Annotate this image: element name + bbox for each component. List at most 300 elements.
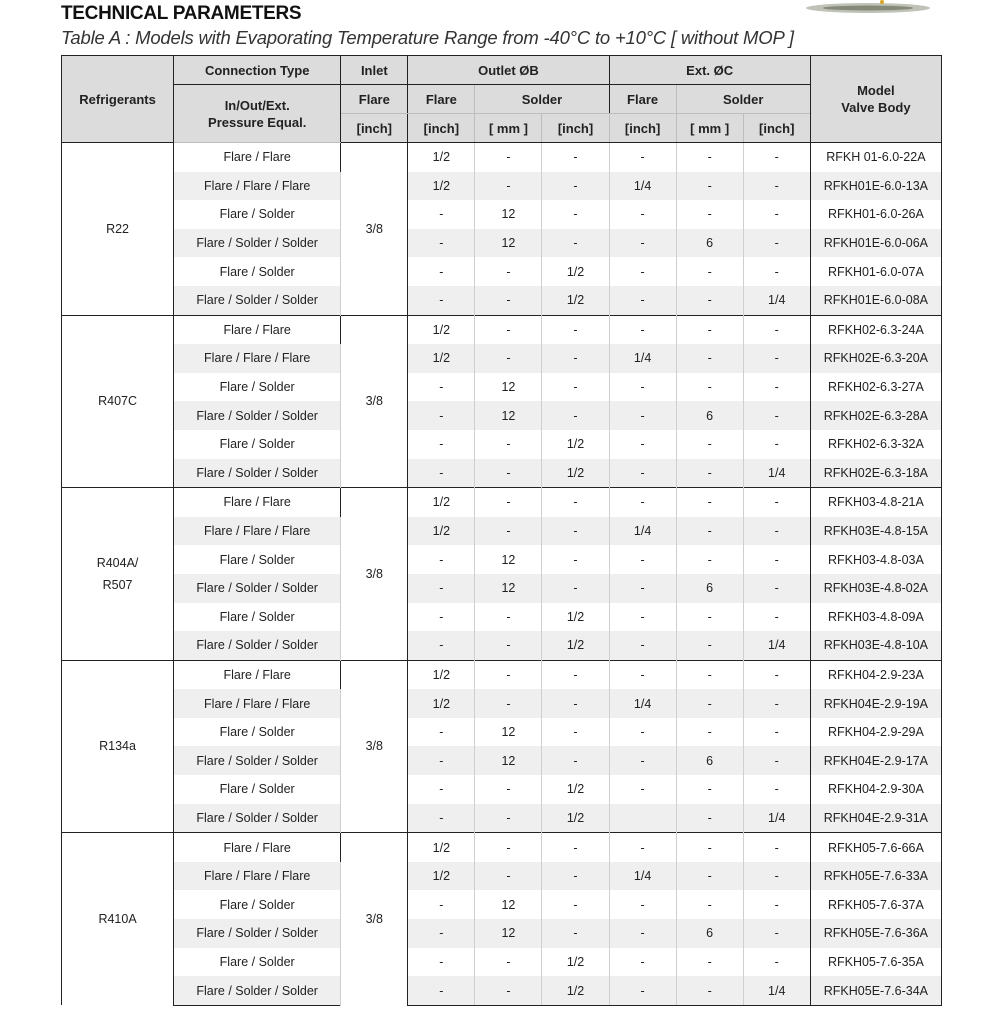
out-flare-cell: 1/2 [408,315,475,344]
inlet-cell: 3/8 [341,315,408,488]
inlet-cell: 3/8 [341,660,408,833]
connection-type-cell: Flare / Solder [174,257,341,286]
ext-inch-cell: - [743,862,810,891]
header-outlet: Outlet ØB [408,56,609,85]
table-row [62,890,942,919]
model-cell: RFKH05E-7.6-33A [810,862,941,891]
ext-inch-cell: - [743,143,810,172]
ext-inch-cell: - [743,545,810,574]
ext-inch-cell: - [743,775,810,804]
model-cell: RFKH01E-6.0-06A [810,229,941,258]
ext-flare-cell: - [609,890,676,919]
header-outlet-solder-mm: [ mm ] [475,114,542,143]
connection-type-cell: Flare / Solder [174,545,341,574]
header-refrigerants: Refrigerants [62,56,174,143]
table-row [62,804,942,833]
out-mm-cell: - [475,517,542,546]
out-flare-cell: - [408,430,475,459]
out-flare-cell: 1/2 [408,660,475,689]
inlet-cell: 3/8 [341,488,408,661]
table-row [62,229,942,258]
ext-inch-cell: - [743,660,810,689]
model-cell: RFKH03E-4.8-15A [810,517,941,546]
ext-mm-cell: - [676,488,743,517]
model-cell: RFKH03-4.8-03A [810,545,941,574]
ext-mm-cell: 6 [676,746,743,775]
ext-mm-cell: - [676,833,743,862]
model-cell: RFKH02E-6.3-20A [810,344,941,373]
model-cell: RFKH04E-2.9-17A [810,746,941,775]
ext-flare-cell: - [609,430,676,459]
ext-mm-cell: - [676,603,743,632]
header-ext: Ext. ØC [609,56,810,85]
ext-inch-cell: - [743,746,810,775]
ext-inch-cell: - [743,257,810,286]
connection-type-cell: Flare / Flare [174,660,341,689]
out-inch-cell: - [542,862,609,891]
refrigerant-cell: R410A [62,833,174,1006]
out-mm-cell: - [475,430,542,459]
ext-inch-cell: 1/4 [743,976,810,1005]
ext-mm-cell: 6 [676,229,743,258]
table-row [62,200,942,229]
ext-flare-cell: 1/4 [609,689,676,718]
ext-flare-cell: - [609,833,676,862]
table-row [62,775,942,804]
model-cell: RFKH04-2.9-29A [810,718,941,747]
model-cell: RFKH01-6.0-07A [810,257,941,286]
ext-flare-cell: - [609,373,676,402]
inlet-cell: 3/8 [341,833,408,1006]
out-inch-cell: - [542,200,609,229]
model-cell: RFKH02E-6.3-28A [810,401,941,430]
out-mm-cell: 12 [475,373,542,402]
ext-flare-cell: - [609,315,676,344]
ext-mm-cell: - [676,718,743,747]
refrigerant-cell: R404A/ R507 [62,488,174,661]
out-inch-cell: - [542,890,609,919]
out-flare-cell: - [408,545,475,574]
out-mm-cell: - [475,172,542,201]
ext-flare-cell: - [609,746,676,775]
ext-mm-cell: - [676,459,743,488]
header-ext-solder-inch: [inch] [743,114,810,143]
table-row [62,143,942,172]
table-row [62,833,942,862]
table-row [62,919,942,948]
out-mm-cell: - [475,689,542,718]
ext-inch-cell: - [743,948,810,977]
model-cell: RFKH05-7.6-35A [810,948,941,977]
out-mm-cell: 12 [475,890,542,919]
table-row [62,373,942,402]
ext-mm-cell: - [676,517,743,546]
table-row [62,603,942,632]
ext-mm-cell: - [676,976,743,1005]
connection-type-cell: Flare / Flare [174,143,341,172]
technical-parameters-table [61,55,942,1006]
ext-flare-cell: - [609,143,676,172]
ext-mm-cell: - [676,200,743,229]
out-inch-cell: - [542,315,609,344]
table-row [62,257,942,286]
ext-mm-cell: - [676,315,743,344]
model-cell: RFKH03E-4.8-02A [810,574,941,603]
ext-flare-cell: 1/4 [609,344,676,373]
out-mm-cell: - [475,833,542,862]
connection-type-cell: Flare / Flare [174,833,341,862]
header-model: Model Valve Body [810,56,941,143]
ext-inch-cell: - [743,517,810,546]
ext-flare-cell: 1/4 [609,862,676,891]
header-ext-solder: Solder [676,85,810,114]
ext-mm-cell: 6 [676,919,743,948]
ext-inch-cell: - [743,172,810,201]
model-cell: RFKH05-7.6-37A [810,890,941,919]
ext-inch-cell: - [743,344,810,373]
connection-type-cell: Flare / Solder [174,775,341,804]
out-mm-cell: 12 [475,229,542,258]
ext-flare-cell: 1/4 [609,172,676,201]
ext-flare-cell: 1/4 [609,517,676,546]
ext-mm-cell: - [676,862,743,891]
out-flare-cell: 1/2 [408,488,475,517]
out-flare-cell: 1/2 [408,172,475,201]
table-row [62,746,942,775]
out-mm-cell: 12 [475,919,542,948]
out-inch-cell: - [542,545,609,574]
connection-type-cell: Flare / Flare / Flare [174,689,341,718]
ext-mm-cell: - [676,172,743,201]
out-inch-cell: - [542,919,609,948]
out-mm-cell: - [475,257,542,286]
out-mm-cell: - [475,344,542,373]
header-outlet-flare-unit: [inch] [408,114,475,143]
ext-flare-cell: - [609,631,676,660]
out-flare-cell: - [408,775,475,804]
ext-inch-cell: - [743,401,810,430]
model-cell: RFKH05-7.6-66A [810,833,941,862]
model-cell: RFKH04-2.9-30A [810,775,941,804]
model-cell: RFKH05E-7.6-36A [810,919,941,948]
model-cell: RFKH04E-2.9-31A [810,804,941,833]
ext-flare-cell [609,804,676,833]
table-row [62,172,942,201]
ext-mm-cell: - [676,257,743,286]
out-flare-cell: 1/2 [408,344,475,373]
header-outlet-solder: Solder [475,85,609,114]
ext-inch-cell: - [743,833,810,862]
table-row [62,286,942,315]
ext-inch-cell: - [743,689,810,718]
ext-flare-cell: - [609,200,676,229]
ext-flare-cell: - [609,948,676,977]
out-flare-cell: 1/2 [408,689,475,718]
connection-type-cell: Flare / Solder / Solder [174,631,341,660]
model-cell: RFKH04E-2.9-19A [810,689,941,718]
out-flare-cell: - [408,718,475,747]
page-title: TECHNICAL PARAMETERS [61,3,302,24]
ext-flare-cell: - [609,401,676,430]
ext-inch-cell: 1/4 [743,631,810,660]
refrigerant-cell: R407C [62,315,174,488]
header-inlet-unit: [inch] [341,114,408,143]
model-cell: RFKH05E-7.6-34A [810,976,941,1005]
out-inch-cell: 1/2 [542,430,609,459]
ext-inch-cell: - [743,200,810,229]
table-caption: Table A : Models with Evaporating Temperature Range from -40°C to +10°C [ without MOP ] [61,27,794,48]
model-cell: RFKH04-2.9-23A [810,660,941,689]
connection-type-cell: Flare / Solder / Solder [174,459,341,488]
out-mm-cell: - [475,315,542,344]
table-row [62,976,942,1005]
out-mm-cell: - [475,143,542,172]
out-flare-cell: - [408,401,475,430]
connection-type-cell: Flare / Solder / Solder [174,746,341,775]
ext-mm-cell: - [676,344,743,373]
header-connection-type: Connection Type [174,56,341,85]
out-inch-cell: - [542,660,609,689]
ext-inch-cell: - [743,373,810,402]
table-row [62,689,942,718]
connection-type-cell: Flare / Solder [174,718,341,747]
out-flare-cell: - [408,804,475,833]
header-ext-flare-unit: [inch] [609,114,676,143]
out-inch-cell: - [542,574,609,603]
table-row [62,948,942,977]
model-cell: RFKH01E-6.0-08A [810,286,941,315]
out-inch-cell: - [542,373,609,402]
connection-type-cell: Flare / Solder / Solder [174,976,341,1005]
table-row [62,459,942,488]
out-mm-cell: - [475,603,542,632]
ext-inch-cell: - [743,574,810,603]
ext-flare-cell: - [609,545,676,574]
out-mm-cell: - [475,804,542,833]
model-cell: RFKH01E-6.0-13A [810,172,941,201]
out-mm-cell: - [475,976,542,1005]
ext-mm-cell: - [676,631,743,660]
out-inch-cell: 1/2 [542,257,609,286]
ext-mm-cell: - [676,948,743,977]
connection-type-cell: Flare / Solder [174,948,341,977]
out-flare-cell: - [408,746,475,775]
connection-type-cell: Flare / Solder / Solder [174,286,341,315]
header-outlet-solder-inch: [inch] [542,114,609,143]
ext-inch-cell: 1/4 [743,804,810,833]
out-mm-cell: 12 [475,545,542,574]
ext-inch-cell: - [743,890,810,919]
out-mm-cell: - [475,488,542,517]
ext-flare-cell: - [609,976,676,1005]
header-outlet-flare: Flare [408,85,475,114]
out-inch-cell: 1/2 [542,804,609,833]
table-row [62,718,942,747]
out-inch-cell: 1/2 [542,603,609,632]
out-inch-cell: - [542,833,609,862]
brand-logo-icon [800,0,935,20]
out-inch-cell: - [542,689,609,718]
out-flare-cell: - [408,919,475,948]
out-flare-cell: 1/2 [408,862,475,891]
header-inlet-flare: Flare [341,85,408,114]
out-inch-cell: 1/2 [542,775,609,804]
table-row [62,574,942,603]
ext-mm-cell: - [676,373,743,402]
ext-mm-cell: - [676,804,743,833]
model-cell: RFKH03E-4.8-10A [810,631,941,660]
ext-flare-cell: - [609,229,676,258]
out-mm-cell: - [475,660,542,689]
ext-flare-cell: - [609,459,676,488]
ext-inch-cell: - [743,315,810,344]
ext-flare-cell: - [609,257,676,286]
table-row [62,631,942,660]
out-flare-cell: - [408,257,475,286]
table-body [62,143,942,1006]
out-inch-cell: 1/2 [542,976,609,1005]
table-row [62,344,942,373]
out-mm-cell: 12 [475,746,542,775]
out-inch-cell: - [542,488,609,517]
connection-type-cell: Flare / Solder / Solder [174,229,341,258]
out-inch-cell: - [542,401,609,430]
out-flare-cell: - [408,631,475,660]
ext-flare-cell: - [609,488,676,517]
out-flare-cell: - [408,603,475,632]
ext-inch-cell: - [743,603,810,632]
model-cell: RFKH03-4.8-21A [810,488,941,517]
out-flare-cell: - [408,459,475,488]
ext-flare-cell: - [609,603,676,632]
ext-inch-cell: - [743,919,810,948]
model-cell: RFKH02-6.3-32A [810,430,941,459]
out-inch-cell: 1/2 [542,948,609,977]
ext-flare-cell: - [609,718,676,747]
table-row [62,401,942,430]
ext-flare-cell: - [609,660,676,689]
out-flare-cell: 1/2 [408,517,475,546]
model-cell: RFKH01-6.0-26A [810,200,941,229]
out-inch-cell: - [542,718,609,747]
out-mm-cell: - [475,286,542,315]
ext-mm-cell: - [676,660,743,689]
out-flare-cell: - [408,373,475,402]
connection-type-cell: Flare / Solder [174,890,341,919]
out-inch-cell: - [542,143,609,172]
ext-inch-cell: - [743,229,810,258]
connection-type-cell: Flare / Solder [174,603,341,632]
ext-inch-cell: - [743,488,810,517]
out-mm-cell: - [475,631,542,660]
out-flare-cell: - [408,229,475,258]
out-mm-cell: 12 [475,200,542,229]
connection-type-cell: Flare / Flare [174,488,341,517]
table-header [62,56,942,143]
out-inch-cell: - [542,746,609,775]
ext-inch-cell: 1/4 [743,459,810,488]
table-row [62,488,942,517]
table-row [62,517,942,546]
ext-mm-cell: - [676,286,743,315]
connection-type-cell: Flare / Flare [174,315,341,344]
header-inlet: Inlet [341,56,408,85]
ext-mm-cell: 6 [676,401,743,430]
out-inch-cell: - [542,344,609,373]
header-connection-sub: In/Out/Ext. Pressure Equal. [174,85,341,143]
ext-inch-cell: - [743,718,810,747]
connection-type-cell: Flare / Solder / Solder [174,574,341,603]
ext-mm-cell: - [676,430,743,459]
table-row [62,545,942,574]
out-inch-cell: - [542,229,609,258]
connection-type-cell: Flare / Flare / Flare [174,344,341,373]
ext-mm-cell: - [676,890,743,919]
ext-flare-cell: - [609,919,676,948]
connection-type-cell: Flare / Solder [174,430,341,459]
model-cell: RFKH 01-6.0-22A [810,143,941,172]
ext-mm-cell: - [676,143,743,172]
ext-inch-cell: - [743,430,810,459]
out-inch-cell: - [542,172,609,201]
out-mm-cell: - [475,862,542,891]
ext-flare-cell: - [609,286,676,315]
connection-type-cell: Flare / Flare / Flare [174,172,341,201]
out-mm-cell: 12 [475,574,542,603]
out-mm-cell: - [475,459,542,488]
refrigerant-cell: R22 [62,143,174,316]
connection-type-cell: Flare / Flare / Flare [174,517,341,546]
model-cell: RFKH02E-6.3-18A [810,459,941,488]
out-inch-cell: 1/2 [542,286,609,315]
out-flare-cell: - [408,200,475,229]
connection-type-cell: Flare / Flare / Flare [174,862,341,891]
connection-type-cell: Flare / Solder [174,373,341,402]
header-ext-flare: Flare [609,85,676,114]
table-row [62,430,942,459]
out-mm-cell: 12 [475,401,542,430]
out-mm-cell: - [475,775,542,804]
ext-inch-cell: 1/4 [743,286,810,315]
out-mm-cell: 12 [475,718,542,747]
out-flare-cell: - [408,286,475,315]
table-row [62,660,942,689]
ext-mm-cell: - [676,545,743,574]
out-inch-cell: 1/2 [542,631,609,660]
connection-type-cell: Flare / Solder / Solder [174,919,341,948]
out-flare-cell: 1/2 [408,143,475,172]
table-row [62,315,942,344]
connection-type-cell: Flare / Solder / Solder [174,804,341,833]
table-row [62,862,942,891]
inlet-cell: 3/8 [341,143,408,316]
out-mm-cell: - [475,948,542,977]
out-flare-cell: - [408,574,475,603]
out-flare-cell: 1/2 [408,833,475,862]
connection-type-cell: Flare / Solder / Solder [174,401,341,430]
out-flare-cell: - [408,976,475,1005]
out-inch-cell: 1/2 [542,459,609,488]
model-cell: RFKH02-6.3-27A [810,373,941,402]
ext-flare-cell: - [609,574,676,603]
model-cell: RFKH03-4.8-09A [810,603,941,632]
ext-mm-cell: - [676,775,743,804]
connection-type-cell: Flare / Solder [174,200,341,229]
header-ext-solder-mm: [ mm ] [676,114,743,143]
out-flare-cell: - [408,890,475,919]
ext-mm-cell: - [676,689,743,718]
out-flare-cell: - [408,948,475,977]
